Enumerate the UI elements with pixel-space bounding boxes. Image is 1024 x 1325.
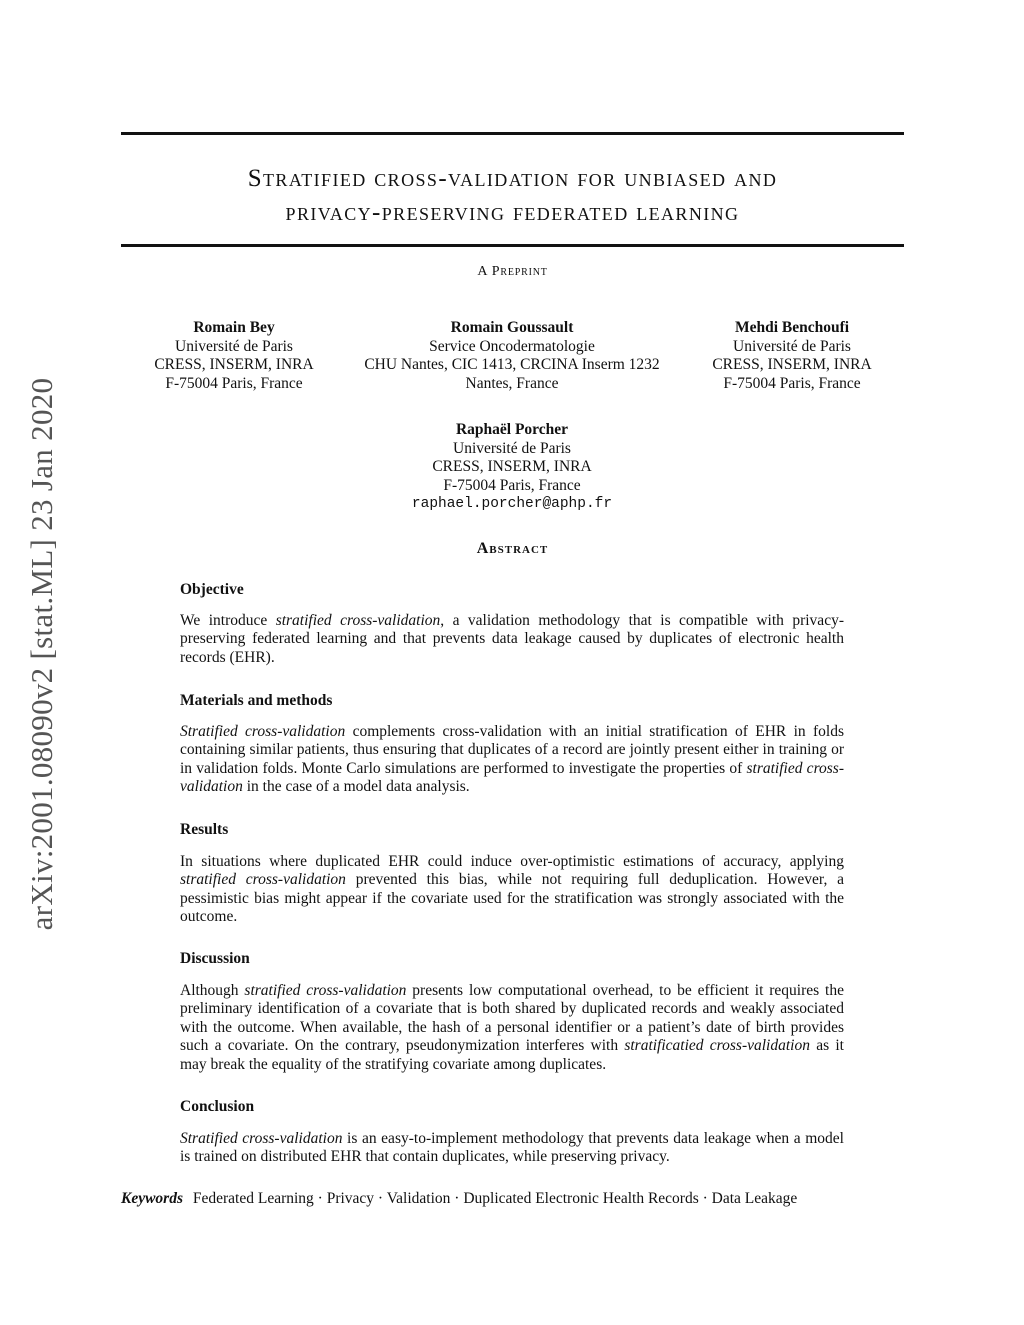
objective-heading: Objective xyxy=(180,581,244,598)
author-block-bey xyxy=(134,319,334,393)
author-affiliation: F-75004 Paris, France xyxy=(165,374,303,392)
author-affiliation: Service Oncodermatologie xyxy=(429,337,595,355)
text-run: as it may break the equality of the stratifying covariate among duplicates. xyxy=(180,1037,844,1073)
keywords-label: Keywords xyxy=(121,1190,183,1207)
author-affiliation: CRESS, INSERM, INRA xyxy=(154,356,314,373)
text-run: Although xyxy=(180,982,245,999)
text-run: We introduce xyxy=(180,612,276,629)
results-heading: Results xyxy=(180,821,229,838)
keywords-line xyxy=(121,1190,797,1208)
text-run: presents low computational overhead, to be efficient it requires the preliminary identification of a covariate that is both shared by duplicated records and weakly associated with the outcome. When available, the hash of a personal identifier or a patient’s date of birth provides such a covariate. On the contrary, pseudonymization interferes with xyxy=(180,982,844,1055)
author-name: Romain Bey xyxy=(193,319,275,336)
preprint-label: A Preprint xyxy=(477,264,548,279)
text-run: , a validation methodology that is compatible with privacy-preserving federated learning and that prevents data leakage caused by duplicates of electronic health records (EHR). xyxy=(180,612,844,666)
discussion-heading: Discussion xyxy=(180,950,250,967)
methods-paragraph xyxy=(180,723,844,797)
text-run: prevented this bias, while not requiring full deduplication. However, a pessimistic bias might appear if the covariate used for the stratification was strongly associated with the outcome. xyxy=(180,871,844,926)
discussion-paragraph xyxy=(180,982,844,1074)
paper-title-line-2: privacy-preserving federated learning xyxy=(285,199,740,226)
conclusion-heading: Conclusion xyxy=(180,1098,255,1115)
author-email-link[interactable]: raphael.porcher@aphp.fr xyxy=(411,496,613,512)
objective-paragraph xyxy=(180,612,844,667)
methods-heading: Materials and methods xyxy=(180,692,333,709)
italic-term: stratificatied cross-validation xyxy=(624,1037,810,1055)
abstract-heading: Abstract xyxy=(476,540,549,557)
author-affiliation: Université de Paris xyxy=(175,337,293,355)
text-run: complements cross-validation with an initial stratification of EHR in folds containing similar patients, thus ensuring that duplicates of a record are jointly present either in training or in validation folds. Monte Carlo simulations are performed to investigate the properties of xyxy=(180,723,844,777)
title-bottom-rule xyxy=(121,244,904,247)
text-run: is an easy-to-implement methodology that prevents data leakage when a model is trained on distributed EHR that contain duplicates, while preserving privacy. xyxy=(180,1130,844,1166)
italic-term: Stratified cross-validation xyxy=(180,1130,343,1147)
keywords-list: Federated Learning · Privacy · Validation · Duplicated Electronic Health Records · Data Leakage xyxy=(192,1190,798,1207)
author-block-benchoufi xyxy=(692,319,892,393)
author-name: Mehdi Benchoufi xyxy=(734,319,850,336)
italic-term: stratified cross-validation xyxy=(244,982,407,999)
author-affiliation: Nantes, France xyxy=(465,374,559,392)
author-block-porcher xyxy=(392,421,632,514)
author-affiliation: CHU Nantes, CIC 1413, CRCINA Inserm 1232 xyxy=(364,356,660,373)
author-affiliation: Université de Paris xyxy=(453,439,571,457)
author-affiliation: Université de Paris xyxy=(733,337,851,355)
italic-term: stratified cross-validation xyxy=(180,759,844,796)
author-affiliation: F-75004 Paris, France xyxy=(723,374,861,392)
paper-title xyxy=(121,162,904,230)
title-top-rule xyxy=(121,132,904,135)
author-affiliation: CRESS, INSERM, INRA xyxy=(432,458,592,475)
author-name: Romain Goussault xyxy=(450,319,574,336)
author-block-goussault xyxy=(342,319,682,393)
author-affiliation: F-75004 Paris, France xyxy=(443,476,581,494)
author-affiliation: CRESS, INSERM, INRA xyxy=(712,356,872,373)
italic-term: stratified cross-validation xyxy=(180,871,346,889)
paper-title-line-1: Stratified cross-validation for unbiased and xyxy=(247,165,778,192)
author-name: Raphaël Porcher xyxy=(455,421,569,438)
arxiv-identifier-stamp: arXiv:2001.08090v2 [stat.ML] 23 Jan 2020 xyxy=(24,377,59,931)
conclusion-paragraph xyxy=(180,1130,844,1167)
text-run: In situations where duplicated EHR could induce over-optimistic estimations of accuracy, applying xyxy=(180,853,844,870)
italic-term: Stratified cross-validation xyxy=(180,723,346,740)
italic-term: stratified cross-validation xyxy=(275,612,441,629)
results-paragraph xyxy=(180,853,844,927)
text-run: in the case of a model data analysis. xyxy=(242,778,470,796)
